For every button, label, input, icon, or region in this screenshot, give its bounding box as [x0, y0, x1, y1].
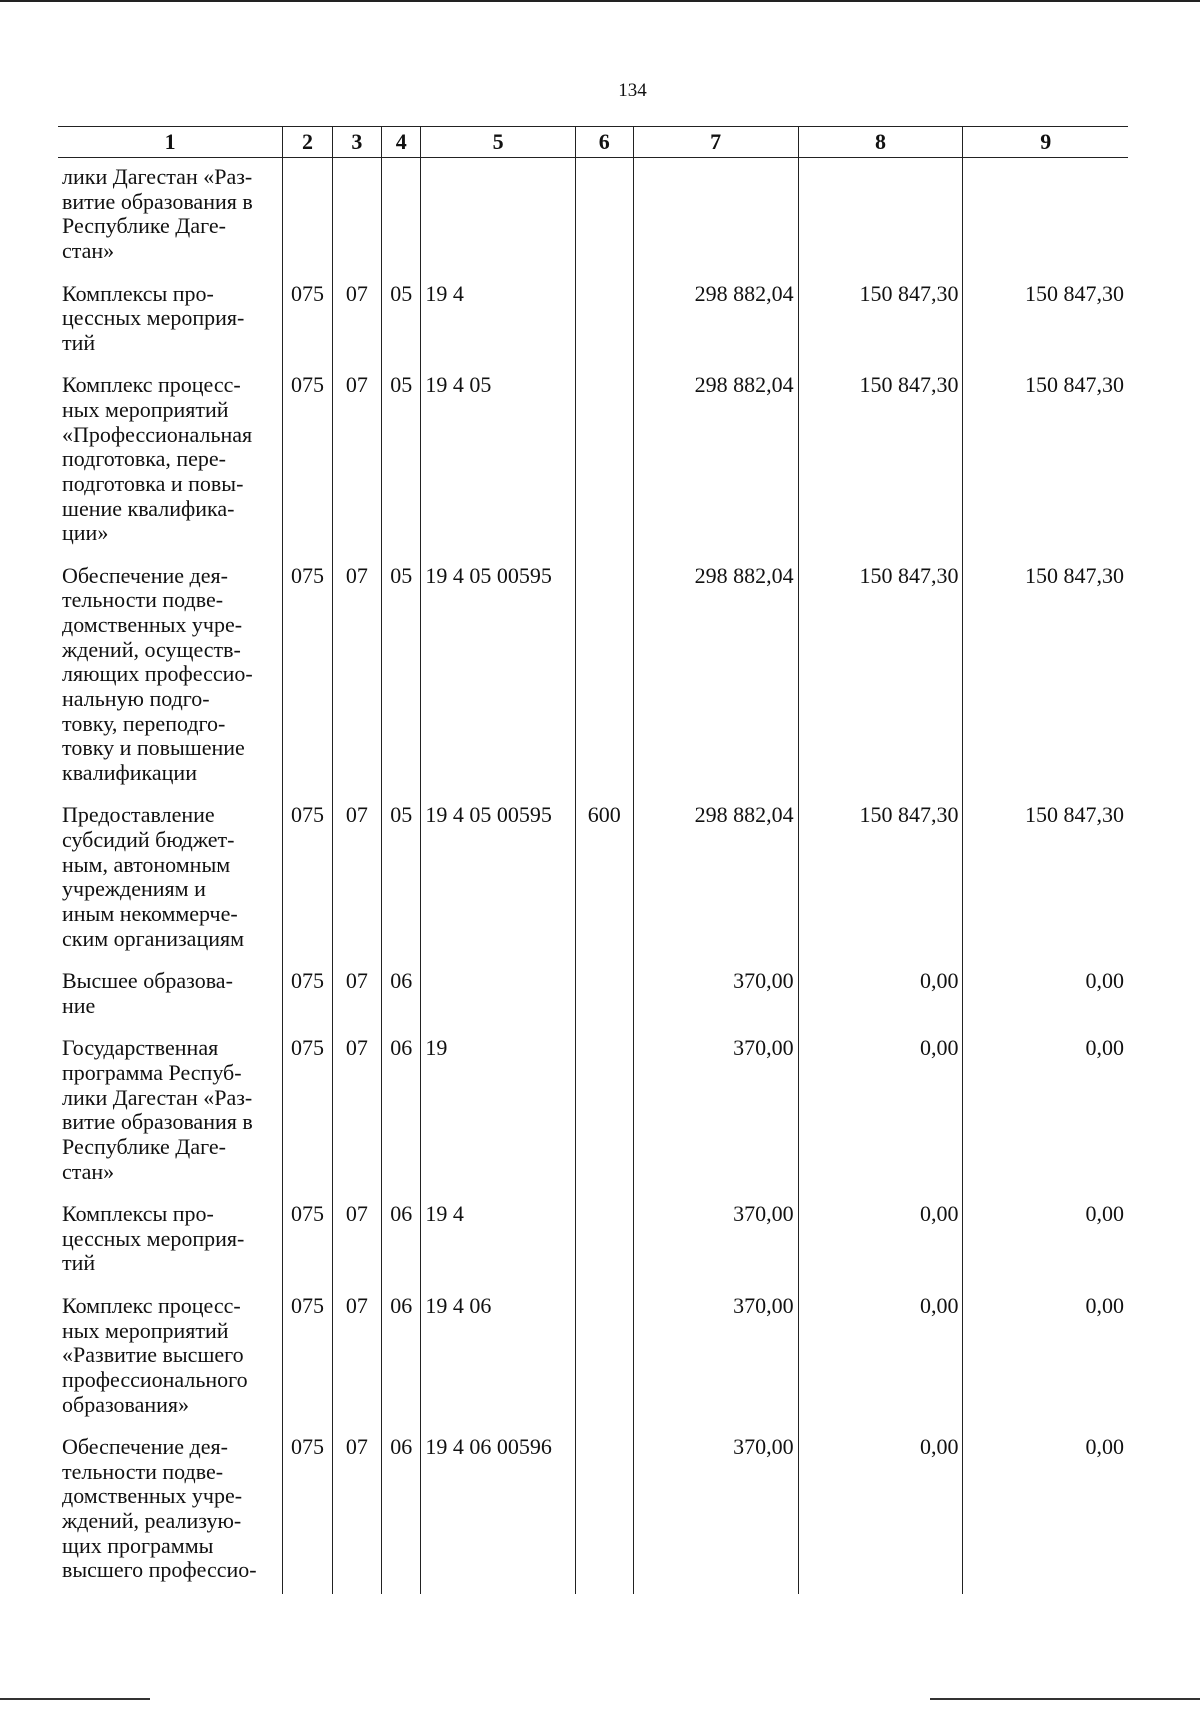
amount-column-8: [798, 158, 963, 275]
amount-column-9: 0,00: [963, 1195, 1128, 1287]
section-code: [332, 158, 381, 275]
column-header-5: 5: [421, 127, 576, 158]
target-article-code: [421, 962, 576, 1029]
expense-type-code: [575, 366, 633, 556]
target-article-code: 19 4 05: [421, 366, 576, 556]
ministry-code: 075: [283, 1195, 332, 1287]
amount-column-9: [963, 158, 1128, 275]
budget-table: [58, 126, 1128, 1594]
section-code: 07: [332, 1287, 381, 1428]
table-row: [58, 366, 1128, 556]
amount-column-7: 298 882,04: [633, 275, 798, 367]
page-number: 134: [618, 80, 647, 101]
table-header-row: [58, 127, 1128, 158]
amount-column-8: 0,00: [798, 1428, 963, 1594]
subsection-code: 05: [382, 557, 421, 797]
amount-column-8: 0,00: [798, 1195, 963, 1287]
table-body: [58, 158, 1128, 1594]
expense-type-code: 600: [575, 796, 633, 962]
column-header-3: 3: [332, 127, 381, 158]
section-code: 07: [332, 796, 381, 962]
amount-column-7: 298 882,04: [633, 366, 798, 556]
budget-item-name: Обеспечение дея- тельности подве- домственных учре- ждений, реализую- щих программы высшего профессио-: [58, 1428, 283, 1594]
amount-column-9: 150 847,30: [963, 275, 1128, 367]
amount-column-9: 150 847,30: [963, 366, 1128, 556]
amount-column-7: 298 882,04: [633, 557, 798, 797]
table-row: [58, 1195, 1128, 1287]
amount-column-8: 150 847,30: [798, 796, 963, 962]
expense-type-code: [575, 1287, 633, 1428]
subsection-code: 05: [382, 366, 421, 556]
target-article-code: 19: [421, 1029, 576, 1195]
table-row: [58, 1428, 1128, 1594]
ministry-code: 075: [283, 275, 332, 367]
section-code: 07: [332, 557, 381, 797]
ministry-code: 075: [283, 796, 332, 962]
ministry-code: 075: [283, 366, 332, 556]
target-article-code: [421, 158, 576, 275]
amount-column-8: 150 847,30: [798, 275, 963, 367]
amount-column-8: 150 847,30: [798, 366, 963, 556]
expense-type-code: [575, 557, 633, 797]
section-code: 07: [332, 1029, 381, 1195]
column-header-2: 2: [283, 127, 332, 158]
section-code: 07: [332, 275, 381, 367]
amount-column-8: 0,00: [798, 1287, 963, 1428]
budget-item-name: Высшее образова- ние: [58, 962, 283, 1029]
amount-column-8: 0,00: [798, 962, 963, 1029]
subsection-code: [382, 158, 421, 275]
table-row: [58, 962, 1128, 1029]
table-row: [58, 557, 1128, 797]
amount-column-9: 0,00: [963, 1287, 1128, 1428]
target-article-code: 19 4: [421, 275, 576, 367]
table-row: [58, 1287, 1128, 1428]
column-header-9: 9: [963, 127, 1128, 158]
budget-item-name: Государственная программа Респуб- лики Дагестан «Раз- витие образования в Республике Даге- стан»: [58, 1029, 283, 1195]
target-article-code: 19 4: [421, 1195, 576, 1287]
target-article-code: 19 4 05 00595: [421, 796, 576, 962]
amount-column-9: 150 847,30: [963, 557, 1128, 797]
target-article-code: 19 4 05 00595: [421, 557, 576, 797]
ministry-code: 075: [283, 557, 332, 797]
subsection-code: 06: [382, 962, 421, 1029]
budget-item-name: Комплексы про- цессных мероприя- тий: [58, 1195, 283, 1287]
table-row: [58, 1029, 1128, 1195]
amount-column-8: 0,00: [798, 1029, 963, 1195]
subsection-code: 06: [382, 1287, 421, 1428]
amount-column-9: 0,00: [963, 962, 1128, 1029]
amount-column-7: 298 882,04: [633, 796, 798, 962]
section-code: 07: [332, 1195, 381, 1287]
section-code: 07: [332, 962, 381, 1029]
amount-column-7: 370,00: [633, 1428, 798, 1594]
budget-item-name: лики Дагестан «Раз- витие образования в Республике Даге- стан»: [58, 158, 283, 275]
ministry-code: [283, 158, 332, 275]
target-article-code: 19 4 06 00596: [421, 1428, 576, 1594]
amount-column-8: 150 847,30: [798, 557, 963, 797]
target-article-code: 19 4 06: [421, 1287, 576, 1428]
amount-column-9: 150 847,30: [963, 796, 1128, 962]
bottom-rule-right: [930, 1698, 1200, 1700]
budget-item-name: Комплексы про- цессных мероприя- тий: [58, 275, 283, 367]
ministry-code: 075: [283, 1428, 332, 1594]
section-code: 07: [332, 366, 381, 556]
subsection-code: 05: [382, 275, 421, 367]
table-row: [58, 158, 1128, 275]
amount-column-7: 370,00: [633, 1287, 798, 1428]
expense-type-code: [575, 1195, 633, 1287]
expense-type-code: [575, 158, 633, 275]
amount-column-9: 0,00: [963, 1428, 1128, 1594]
subsection-code: 06: [382, 1428, 421, 1594]
amount-column-7: 370,00: [633, 962, 798, 1029]
budget-item-name: Комплекс процесс- ных мероприятий «Профессиональная подготовка, пере- подготовка и повы- шение квалифика- ции»: [58, 366, 283, 556]
column-header-6: 6: [575, 127, 633, 158]
budget-item-name: Предоставление субсидий бюджет- ным, автономным учреждениям и иным некоммерче- ским организациям: [58, 796, 283, 962]
expense-type-code: [575, 962, 633, 1029]
amount-column-7: [633, 158, 798, 275]
top-border-line: [0, 0, 1200, 2]
amount-column-7: 370,00: [633, 1029, 798, 1195]
ministry-code: 075: [283, 1029, 332, 1195]
subsection-code: 05: [382, 796, 421, 962]
expense-type-code: [575, 1428, 633, 1594]
budget-item-name: Обеспечение дея- тельности подве- домственных учре- ждений, осуществ- ляющих профессио- нальную подго- товку, переподго- товку и повышение квалификации: [58, 557, 283, 797]
bottom-rule-left: [0, 1698, 150, 1700]
column-header-4: 4: [382, 127, 421, 158]
budget-item-name: Комплекс процесс- ных мероприятий «Развитие высшего профессионального образования»: [58, 1287, 283, 1428]
table-row: [58, 796, 1128, 962]
expense-type-code: [575, 1029, 633, 1195]
column-header-8: 8: [798, 127, 963, 158]
table-row: [58, 275, 1128, 367]
column-header-1: 1: [58, 127, 283, 158]
subsection-code: 06: [382, 1195, 421, 1287]
subsection-code: 06: [382, 1029, 421, 1195]
amount-column-7: 370,00: [633, 1195, 798, 1287]
expense-type-code: [575, 275, 633, 367]
ministry-code: 075: [283, 1287, 332, 1428]
amount-column-9: 0,00: [963, 1029, 1128, 1195]
column-header-7: 7: [633, 127, 798, 158]
section-code: 07: [332, 1428, 381, 1594]
ministry-code: 075: [283, 962, 332, 1029]
